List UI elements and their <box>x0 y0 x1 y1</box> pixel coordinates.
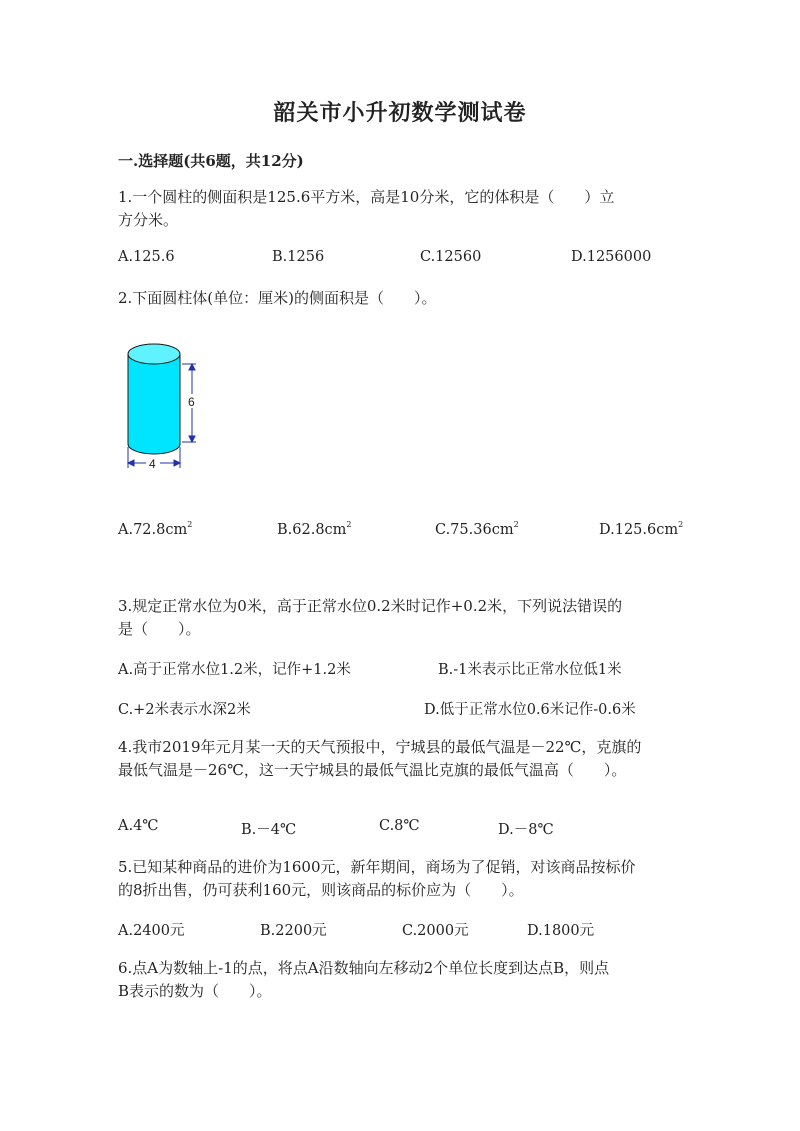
question-5-option-b: B.2200元 <box>260 923 327 939</box>
question-3-line-2: 是（ ）。 <box>118 620 201 638</box>
diameter-label: 4 <box>149 457 156 471</box>
question-4-line-1: 4.我市2019年元月某一天的天气预报中，宁城县的最低气温是－22℃，克旗的 <box>118 738 642 756</box>
question-1-line-2: 方分米。 <box>118 211 179 229</box>
question-2-line-1: 2.下面圆柱体(单位：厘米)的侧面积是（ ）。 <box>118 289 437 307</box>
question-4-option-c: C.8℃ <box>379 818 420 834</box>
question-6-line-2: B表示的数为（ ）。 <box>118 982 272 1000</box>
question-1-option-b: B.1256 <box>272 249 325 265</box>
question-5-line-1: 5.已知某种商品的进价为1600元，新年期间，商场为了促销，对该商品按标价 <box>118 858 636 876</box>
question-1-option-c: C.12560 <box>420 249 482 265</box>
question-1-option-d: D.1256000 <box>571 249 652 265</box>
question-5-option-d: D.1800元 <box>527 923 595 939</box>
question-4-option-b: B.－4℃ <box>241 822 297 838</box>
question-4-option-a: A.4℃ <box>118 818 159 834</box>
question-1-line-1: 1.一个圆柱的侧面积是125.6平方米，高是10分米，它的体积是（ ）立 <box>118 188 615 206</box>
height-label: 6 <box>188 395 195 409</box>
question-2-option-a: $A.72.8cm^2$ <box>118 520 193 538</box>
question-3-option-d: D.低于正常水位0.6米记作-0.6米 <box>424 702 636 718</box>
question-3-option-a: A.高于正常水位1.2米，记作+1.2米 <box>118 662 351 678</box>
question-5-option-a: A.2400元 <box>118 923 185 939</box>
question-5-option-c: C.2000元 <box>402 923 469 939</box>
question-2-option-d: $D.125.6cm^2$ <box>599 520 684 538</box>
question-5-line-2: 的8折出售，仍可获利160元，则该商品的标价应为（ ）。 <box>118 881 524 899</box>
question-2-option-b: $B.62.8cm^2$ <box>277 520 352 538</box>
question-6-line-1: 6.点A为数轴上-1的点，将点A沿数轴向左移动2个单位长度到达点B，则点 <box>118 959 610 977</box>
question-3-line-1: 3.规定正常水位为0米，高于正常水位0.2米时记作+0.2米，下列说法错误的 <box>118 597 623 615</box>
question-3-option-c: C.+2米表示水深2米 <box>118 702 251 718</box>
question-3-option-b: B.-1米表示比正常水位低1米 <box>438 662 622 678</box>
question-2-option-c: $C.75.36cm^2$ <box>435 520 519 538</box>
question-1-option-a: A.125.6 <box>118 249 175 265</box>
question-4-option-d: D.－8℃ <box>498 822 554 838</box>
section-heading: 一.选择题(共6题，共12分) <box>118 152 304 170</box>
page-title: 韶关市小升初数学测试卷 <box>273 100 527 126</box>
question-4-line-2: 最低气温是－26℃，这一天宁城县的最低气温比克旗的最低气温高（ ）。 <box>118 761 627 779</box>
cylinder-figure <box>118 336 208 478</box>
